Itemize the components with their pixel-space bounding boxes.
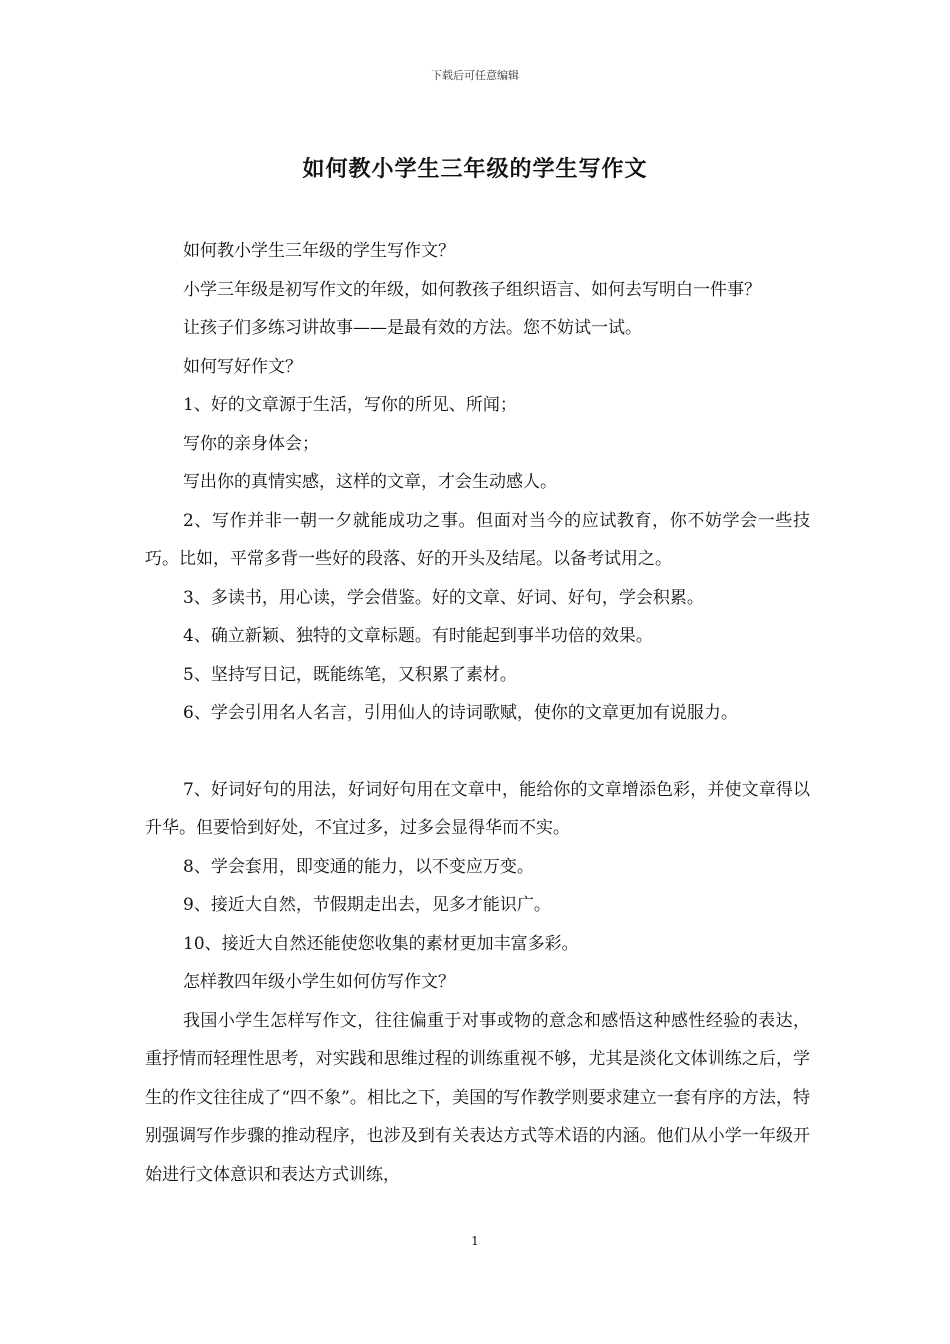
paragraph: 7、好词好句的用法，好词好句用在文章中，能给你的文章增添色彩，并使文章得以升华。但要恰到好处，不宜过多，过多会显得华而不实。: [145, 779, 810, 838]
paragraph: 3、多读书，用心读，学会借鉴。好的文章、好词、好句，学会积累。: [183, 587, 704, 608]
document-title: 如何教小学生三年级的学生写作文: [302, 156, 648, 182]
paragraph: 如何写好作文？: [183, 356, 302, 377]
paragraph: 6、学会引用名人名言，引用仙人的诗词歌赋，使你的文章更加有说服力。: [183, 703, 738, 723]
paragraph: 让孩子们多练习讲故事——是最有效的方法。您不妨试一试。: [183, 318, 642, 338]
document-body: [145, 232, 810, 1194]
paragraph: 5、坚持写日记，既能练笔，又积累了素材。: [183, 664, 517, 685]
paragraph: 2、写作并非一朝一夕就能成功之事。但面对当今的应试教育，你不妨学会一些技巧。比如，平常多背一些好的段落、好的开头及结尾。以备考试用之。: [145, 510, 810, 569]
paragraph: 8、学会套用，即变通的能力，以不变应万变。: [183, 856, 534, 877]
paragraph: 4、确立新颖、独特的文章标题。有时能起到事半功倍的效果。: [183, 626, 653, 646]
paragraph: 我国小学生怎样写作文，往往偏重于对事或物的意念和感悟这种感性经验的表达，重抒情而轻理性思考，对实践和思维过程的训练重视不够，尤其是淡化文体训练之后，学生的作文往往成了“四不象”。相比之下，美国的写作教学则要求建立一套有序的方法，特别强调写作步骤的推动程序，也涉及到有关表达方式等术语的内涵。他们从小学一年级开始进行文体意识和表达方式训练，: [145, 1010, 810, 1185]
paragraph: 9、接近大自然，节假期走出去，见多才能识广。: [183, 895, 551, 915]
paragraph: 10、接近大自然还能使您收集的素材更加丰富多彩。: [183, 933, 579, 954]
paragraph: 1、好的文章源于生活，写你的所见、所闻；: [183, 395, 517, 415]
paragraph: 小学三年级是初写作文的年级，如何教孩子组织语言、如何去写明白一件事？: [183, 279, 761, 300]
page-number: 1: [471, 1234, 479, 1248]
paragraph: 如何教小学生三年级的学生写作文？: [183, 241, 455, 261]
paragraph: 写你的亲身体会；: [183, 433, 319, 454]
page-header-note: 下载后可任意编辑: [431, 69, 519, 82]
paragraph: 写出你的真情实感，这样的文章，才会生动感人。: [183, 472, 557, 492]
blank-line: [145, 733, 810, 771]
paragraph: 怎样教四年级小学生如何仿写作文？: [183, 972, 455, 992]
